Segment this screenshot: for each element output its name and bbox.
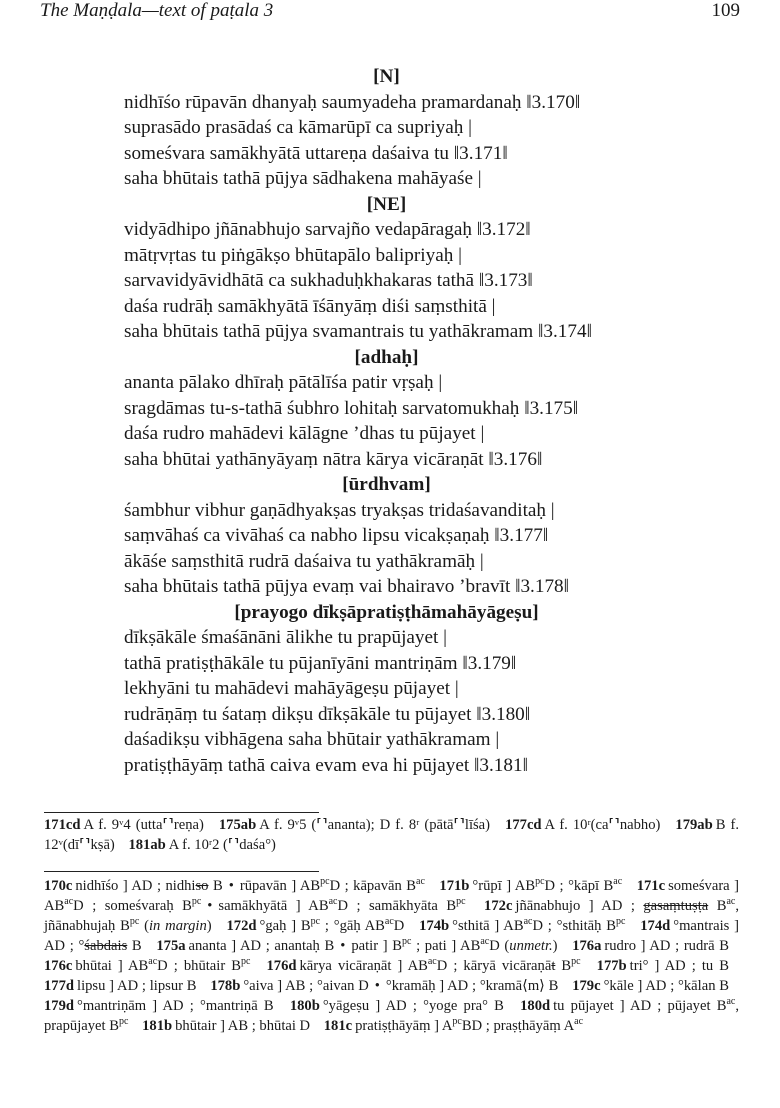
manuscript-siglum-superscript: ac: [427, 956, 437, 968]
verse-text: saha bhūtais tathā pūjya evaṃ vai bhairavo ’bravīt: [124, 576, 516, 597]
verse-number: ‖3.178‖: [515, 576, 570, 597]
variant-reading: ): [552, 938, 558, 954]
verse-text: saha bhūtais tathā pūjya svamantrais tu yathākramam: [124, 321, 539, 342]
verse-text: someśvara samākhyātā uttareṇa daśaiva tu: [124, 142, 454, 164]
bullet-separator: •: [228, 878, 234, 894]
verse-reference: 179ab: [675, 817, 713, 833]
variant-reading: D ; °sthitāḥ B: [532, 918, 616, 934]
manuscript-siglum-superscript: pc: [401, 936, 412, 948]
variant-reading: °aiva ] AB ; °aivan D: [243, 978, 369, 994]
page-number: 109: [711, 0, 740, 21]
apparatus-entry: [572, 978, 729, 994]
verse-text: saha bhūtai yathānyāyaṃ nātra kārya vicāraṇāt: [124, 448, 489, 470]
verse-text: sragdāmas tu-s-tathā śubhro lohitaḥ sarvatomukhaḥ: [124, 397, 525, 419]
verse-line: [124, 727, 684, 753]
verse-reference: 170c: [44, 878, 73, 894]
verse-number: ‖3.171‖: [453, 142, 508, 164]
critical-apparatus: [44, 876, 739, 1036]
bullet-separator: •: [374, 978, 380, 994]
manuscript-siglum-superscript: ac: [148, 956, 158, 968]
verse-text: vidyādhipo jñānabhujo sarvajño vedapāragaḥ: [124, 219, 477, 240]
manuscript-siglum-superscript: pc: [310, 916, 321, 928]
verse-line: [124, 498, 684, 524]
verse-text: rudrāṇāṃ tu śataṃ dikṣu dīkṣākāle tu pūjayet: [124, 703, 477, 725]
variant-reading: nidhīśo ] AD ; nidhi: [75, 878, 196, 894]
section-heading: [adhaḥ]: [354, 346, 419, 368]
manuscript-siglum-superscript: ac: [523, 916, 533, 928]
folio-note: A f. 10ʳ(ca⸢⸣nabho): [544, 817, 661, 833]
verse-reference: 171cd: [44, 817, 81, 833]
variant-reading: °mantrais ] AD ; °: [44, 918, 739, 954]
section-heading: [ūrdhvam]: [342, 474, 431, 495]
verse-reference: 171c: [636, 878, 666, 894]
apparatus-entry: [597, 958, 729, 974]
variant-reading: rudro ] AD ; rudrā B: [604, 938, 730, 954]
verse-reference: 177cd: [505, 817, 542, 833]
variant-reading: jñānabhujo ] AD ;: [515, 898, 644, 914]
verse-line: [124, 574, 684, 600]
variant-reading: °kāle ] AD ; °kālan B: [603, 978, 730, 994]
apparatus-entry: [44, 998, 274, 1014]
verse-number: ‖3.170‖: [526, 91, 581, 113]
variant-reading: B: [555, 958, 572, 974]
variant-reading: tu pūjayet ] AD ; pūjayet B: [553, 998, 727, 1014]
editorial-remark: in margin: [149, 918, 207, 934]
variant-reading: bhūtai ] AB: [75, 958, 149, 974]
variant-reading: lipsu ] AD ; lipsur B: [77, 978, 197, 994]
verse-reference: 180d: [520, 998, 551, 1014]
apparatus-entry: [142, 1018, 310, 1034]
verse-line: [124, 523, 684, 549]
manuscript-siglum-superscript: pc: [452, 1016, 462, 1028]
manuscript-siglum-superscript: ac: [613, 876, 623, 888]
verse-line: [124, 141, 684, 167]
manuscript-siglum-superscript: pc: [535, 876, 545, 888]
apparatus-entry: [226, 918, 404, 934]
apparatus-entry: [572, 938, 729, 954]
verse-reference: 181b: [142, 1018, 173, 1034]
apparatus-entry: [439, 878, 622, 894]
variant-reading: °rūpī ] AB: [472, 878, 536, 894]
manuscript-siglum-superscript: pc: [456, 896, 466, 908]
verse-text: [124, 64, 684, 778]
verse-line: [124, 702, 684, 728]
variant-reading: D (: [489, 938, 510, 954]
apparatus-entry: [44, 978, 197, 994]
verse-text: nidhīśo rūpavān dhanyaḥ saumyadeha pramardanaḥ: [124, 91, 527, 113]
manuscript-siglum-superscript: ac: [480, 936, 490, 948]
variant-reading: B: [708, 898, 727, 914]
variant-reading: someśvara ] AB: [44, 878, 740, 914]
verse-line: [124, 268, 684, 294]
verse-text: dīkṣākāle śmaśānāni ālikhe tu prapūjayet |: [124, 627, 447, 648]
variant-reading: ): [206, 918, 212, 934]
verse-reference: 177b: [596, 958, 627, 974]
variant-reading: (: [139, 918, 149, 934]
verse-reference: 172d: [226, 918, 257, 934]
manuscript-siglum-superscript: ac: [726, 896, 736, 908]
verse-line: [124, 294, 684, 320]
verse-line: [124, 549, 684, 575]
verse-number: ‖3.173‖: [478, 270, 533, 291]
deleted-reading: t: [551, 958, 556, 974]
verse-line: [124, 676, 684, 702]
variant-reading: ; °gāḥ AB: [320, 918, 385, 934]
verse-line: [124, 421, 684, 447]
variant-reading: ; pati ] AB: [411, 938, 481, 954]
apparatus-entry: [290, 998, 504, 1014]
verse-reference: 176d: [266, 958, 297, 974]
section-heading: [NE]: [366, 193, 407, 215]
section-heading: [N]: [373, 66, 400, 87]
variant-reading: BD ; praṣṭhāyāṃ A: [461, 1018, 575, 1034]
folio-entry: [219, 817, 490, 833]
editorial-remark: unmetr.: [509, 938, 553, 954]
deleted-reading: so: [195, 878, 209, 894]
verse-line: [124, 90, 684, 116]
running-title: The Maṇḍala—text of paṭala 3: [40, 0, 274, 21]
apparatus-entry: [210, 978, 558, 994]
folio-note: A f. 9ᵛ5 (⸢⸣ananta); D f. 8ʳ (pātā⸢⸣līśa): [259, 817, 491, 833]
verse-reference: 175a: [156, 938, 186, 954]
variant-reading: D ; °kāpī B: [544, 878, 614, 894]
verse-text: suprasādo prasādaś ca kāmarūpī ca supriyaḥ |: [124, 117, 473, 138]
variant-reading: D ; kāryā vicāraṇā: [436, 958, 552, 974]
critical-apparatus-rule: [44, 871, 319, 872]
variant-reading: D ; samākhyāta B: [337, 898, 457, 914]
running-head: [40, 0, 740, 26]
verse-text: daśa rudrāḥ samākhyātā īśānyāṃ diśi saṃsthitā |: [124, 295, 496, 317]
verse-reference: 171b: [439, 878, 470, 894]
bullet-separator: •: [340, 938, 346, 954]
verse-number: ‖3.174‖: [538, 321, 592, 342]
manuscript-siglum-superscript: pc: [118, 1016, 129, 1028]
manuscript-siglum-superscript: pc: [129, 916, 140, 928]
verse-text: śambhur vibhur gaṇādhyakṣas tryakṣas tridaśavanditaḥ |: [124, 499, 555, 521]
verse-line: [124, 115, 684, 141]
section-heading: [prayogo dīkṣāpratiṣṭhāmahāyāgeṣu]: [234, 601, 539, 623]
verse-reference: 172c: [484, 898, 513, 914]
verse-reference: 179d: [44, 998, 75, 1014]
variant-reading: samākhyātā ] AB: [218, 898, 329, 914]
variant-reading: tri° ] AD ; tu B: [629, 958, 729, 974]
folio-note: A f. 10ʳ2 (⸢⸣daśa°): [168, 837, 276, 853]
verse-number: ‖3.172‖: [476, 219, 531, 240]
verse-line: [124, 753, 684, 779]
variant-reading: °gaḥ ] B: [259, 918, 311, 934]
apparatus-entry: [156, 938, 557, 954]
variant-reading: pratiṣṭhāyāṃ ] A: [355, 1018, 453, 1034]
verse-reference: 175ab: [218, 817, 257, 833]
variant-reading: bhūtair ] AB ; bhūtai D: [175, 1018, 311, 1034]
variant-reading: patir ] B: [351, 938, 402, 954]
variant-reading: D ; kāpavān B: [329, 878, 417, 894]
verse-reference: 176c: [44, 958, 73, 974]
apparatus-entry: [266, 958, 580, 974]
verse-reference: 177d: [44, 978, 75, 994]
apparatus-entry: [324, 1018, 583, 1034]
deleted-reading: śabdais: [84, 938, 128, 954]
variant-reading: D ; someśvaraḥ B: [73, 898, 192, 914]
verse-number: ‖3.181‖: [474, 754, 528, 776]
verse-text: daśa rudro mahādevi kālāgne ’dhas tu pūjayet |: [124, 423, 485, 444]
verse-text: saha bhūtais tathā pūjya sādhakena mahāyaśe |: [124, 168, 482, 189]
verse-text: daśadikṣu vibhāgena saha bhūtair yathākramam |: [124, 729, 500, 750]
variant-reading: B: [127, 938, 142, 954]
folio-note: A f. 9ᵛ4 (utta⸢⸣reṇa): [83, 817, 204, 833]
variant-reading: °yāgeṣu ] AD ; °yoge pra° B: [322, 998, 504, 1014]
verse-line: [124, 625, 684, 651]
manuscript-siglum-superscript: ac: [384, 916, 394, 928]
verse-text: ākāśe saṃsthitā rudrā daśaiva tu yathākramāḥ |: [124, 550, 484, 572]
apparatus-entry: [419, 918, 625, 934]
variant-reading: ananta ] AD ; anantaḥ B: [188, 938, 335, 954]
verse-reference: 180b: [289, 998, 320, 1014]
manuscript-siglum-superscript: ac: [416, 876, 425, 888]
manuscript-siglum-superscript: ac: [726, 996, 736, 1008]
verse-text: mātṛvṛtas tu piṅgākṣo bhūtapālo balipriyaḥ |: [124, 244, 462, 266]
manuscript-siglum-superscript: ac: [64, 896, 74, 908]
manuscript-siglum-superscript: ac: [574, 1016, 584, 1028]
variant-reading: , prapūjayet B: [44, 998, 739, 1034]
apparatus-entry: [44, 958, 250, 974]
verse-number: ‖3.180‖: [476, 703, 531, 725]
variant-reading: kārya vicāraṇāt ] AB: [299, 958, 428, 974]
verse-reference: 176a: [572, 938, 602, 954]
verse-line: [124, 370, 684, 396]
verse-reference: 174b: [419, 918, 450, 934]
manuscript-siglum-superscript: pc: [320, 876, 330, 888]
verse-text: sarvavidyāvidhātā ca sukhaduḥkhakaras tathā: [124, 270, 479, 291]
variant-reading: D: [393, 918, 405, 934]
verse-line: [124, 651, 684, 677]
variant-reading: , jñānabhujaḥ B: [44, 898, 739, 934]
verse-number: ‖3.179‖: [462, 652, 517, 674]
manuscript-siglum-superscript: ac: [328, 896, 338, 908]
manuscript-siglum-superscript: pc: [615, 916, 626, 928]
verse-reference: 174d: [640, 918, 671, 934]
bullet-separator: •: [207, 898, 213, 914]
verse-line: [124, 319, 684, 345]
verse-text: pratiṣṭhāyāṃ tathā caiva evam eva hi pūjayet: [124, 754, 475, 776]
verse-reference: 181c: [323, 1018, 353, 1034]
variant-reading: D ; bhūtair B: [157, 958, 241, 974]
verse-reference: 179c: [572, 978, 601, 994]
variant-reading: B: [208, 878, 223, 894]
verse-text: lekhyāni tu mahādevi mahāyāgeṣu pūjayet |: [124, 678, 459, 699]
manuscript-siglum-superscript: pc: [571, 956, 581, 968]
folio-entry: [505, 817, 660, 833]
verse-text: saṃvāhaś ca vivāhaś ca nabho lipsu vicakṣaṇaḥ: [124, 525, 495, 546]
manuscript-siglum-superscript: pc: [191, 896, 202, 908]
deleted-reading: gasaṃtuṣṭa: [643, 898, 709, 914]
verse-line: [124, 166, 684, 192]
variant-reading: °kramāḥ ] AD ; °kramā⟨m⟩ B: [385, 978, 559, 994]
manuscript-siglum-superscript: pc: [240, 956, 251, 968]
verse-reference: 181ab: [128, 837, 166, 853]
folio-entry: [44, 817, 204, 833]
verse-text: tathā pratiṣṭhākāle tu pūjanīyāni mantriṇām: [124, 652, 463, 674]
verse-line: [124, 243, 684, 269]
verse-line: [124, 217, 684, 243]
verse-number: ‖3.175‖: [524, 397, 579, 419]
verse-number: ‖3.176‖: [488, 448, 543, 470]
apparatus-entry: [44, 878, 425, 894]
verse-line: [124, 396, 684, 422]
verse-number: ‖3.177‖: [494, 525, 549, 546]
variant-reading: °mantriṇām ] AD ; °mantriṇā B: [77, 998, 274, 1014]
verse-reference: 178b: [210, 978, 241, 994]
folio-apparatus: [44, 815, 739, 855]
verse-line: [124, 447, 684, 473]
verse-text: ananta pālako dhīraḥ pātālīśa patir vṛṣaḥ |: [124, 372, 443, 393]
folio-entry: [128, 837, 275, 853]
folio-note: B f. 12ᵛ(dī⸢⸣kṣā): [44, 817, 739, 853]
folio-apparatus-rule: [44, 812, 319, 813]
variant-reading: °sthitā ] AB: [452, 918, 524, 934]
variant-reading: rūpavān ] AB: [239, 878, 321, 894]
